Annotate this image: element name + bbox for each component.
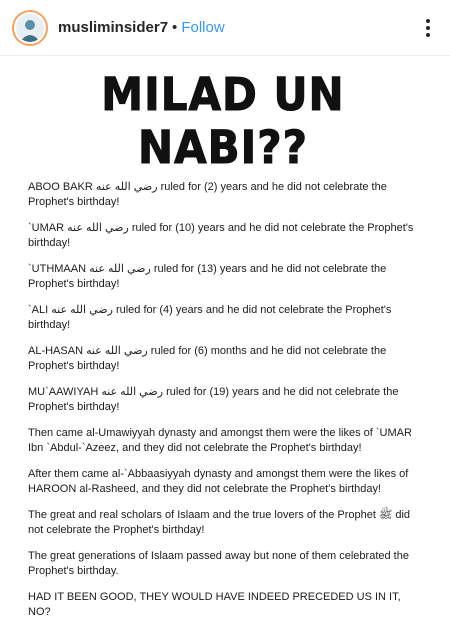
post-image xyxy=(0,56,450,620)
username-link[interactable]: musliminsider7 xyxy=(58,19,169,36)
post-paragraph: The great and real scholars of Islaam and the true lovers of the Prophet ﷺ did not celebrate the Prophet's birthday! xyxy=(28,509,411,536)
separator-dot: • xyxy=(172,19,178,36)
post-paragraph: The great generations of Islaam passed away but none of them celebrated the Prophet's birthday. xyxy=(28,550,409,577)
post-paragraph: `UTHMAAN رضي الله عنه ruled for (13) years and he did not celebrate the Prophet's birthday! xyxy=(28,263,387,290)
post-paragraph: `ALI رضي الله عنه ruled for (4) years and he did not celebrate the Prophet's birthday! xyxy=(28,304,392,331)
post-paragraph: HAD IT BEEN GOOD, THEY WOULD HAVE INDEED PRECEDED US IN IT, NO? xyxy=(28,591,401,618)
avatar-image xyxy=(16,14,44,42)
post-title: MILAD UN NABI?? xyxy=(101,68,345,174)
post-paragraph: ABOO BAKR رضي الله عنه ruled for (2) years and he did not celebrate the Prophet's birthday! xyxy=(28,181,387,208)
post-header xyxy=(0,0,450,56)
post-paragraph: MU`AAWIYAH رضي الله عنه ruled for (19) years and he did not celebrate the Prophet's birthday! xyxy=(28,386,399,413)
post-paragraph: AL-HASAN رضي الله عنه ruled for (6) months and he did not celebrate the Prophet's birthday! xyxy=(28,345,387,372)
follow-button[interactable]: Follow xyxy=(181,19,225,36)
more-dots-icon[interactable] xyxy=(418,15,438,41)
post-paragraph: After them came al-`Abbaasiyyah dynasty and amongst them were the likes of HAROON al-Rasheed, and they did not celebrate the Prophet's birthday! xyxy=(28,468,409,495)
post-paragraph: Then came al-Umawiyyah dynasty and amongst them were the likes of `UMAR Ibn `Abdul-`Azeez, and they did not celebrate the Prophet's birthday! xyxy=(28,427,412,454)
post-paragraph: `UMAR رضي الله عنه ruled for (10) years and he did not celebrate the Prophet's birthday! xyxy=(28,222,414,249)
avatar[interactable] xyxy=(12,10,48,46)
